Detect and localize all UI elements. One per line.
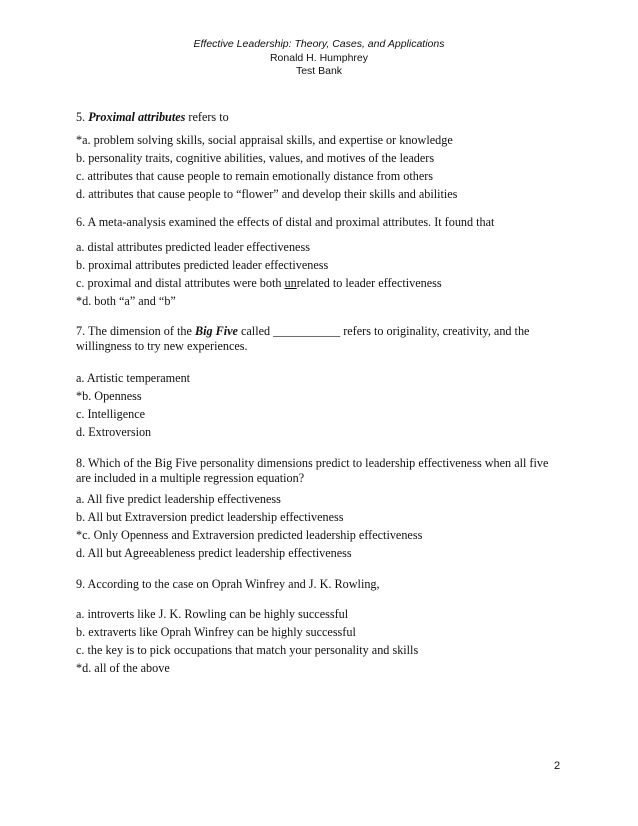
option-d: d. All but Agreeableness predict leadership effectiveness [76,546,352,560]
stem-text: refers to [185,110,229,124]
option-a: a. All five predict leadership effectiveness [76,492,281,506]
question-5 [76,110,576,203]
option-list [76,490,576,562]
book-title: Effective Leadership: Theory, Cases, and Applications [193,38,445,50]
question-number: 9. [76,577,86,591]
underlined-prefix: un [284,276,297,290]
question-9 [76,577,576,677]
question-7 [76,324,576,441]
option-list [76,605,576,677]
stem-text: A meta-analysis examined the effects of distal and proximal attributes. It found that [87,215,495,229]
option-text: c. proximal and distal attributes were both [76,276,285,290]
question-stem [76,456,576,486]
option-list [76,131,576,203]
document-subtitle: Test Bank [295,65,343,77]
question-stem [76,110,576,125]
option-b: b. All but Extraversion predict leadership effectiveness [76,510,344,524]
stem-text: are included in a multiple regression equation? [76,471,305,485]
question-stem [76,324,576,354]
option-c: c. Intelligence [76,407,146,421]
question-list [76,110,576,677]
question-number: 8. [76,456,86,470]
option-a: *a. problem solving skills, social appraisal skills, and expertise or knowledge [76,133,453,147]
option-a: a. distal attributes predicted leader effectiveness [76,240,310,254]
option-text: related to leader effectiveness [296,276,442,290]
stem-text: called ___________ refers to originality, creativity, and the [237,324,530,338]
option-list [76,238,576,310]
option-a: a. Artistic temperament [76,371,191,385]
option-c: c. the key is to pick occupations that match your personality and skills [76,643,419,657]
stem-text: The dimension of the [87,324,195,338]
stem-text: willingness to try new experiences. [76,339,248,353]
stem-emphasis: Big Five [194,324,238,338]
question-6 [76,215,576,310]
author-name: Ronald H. Humphrey [269,51,369,64]
option-c: *c. Only Openness and Extraversion predicted leadership effectiveness [76,528,423,542]
option-c [76,274,576,292]
option-c: c. attributes that cause people to remain emotionally distance from others [76,169,434,183]
option-b: b. personality traits, cognitive abilities, values, and motives of the leaders [76,151,435,165]
option-d: d. Extroversion [76,425,152,439]
question-number: 7. [76,324,86,338]
document-header [0,38,638,79]
question-number: 6. [76,215,86,229]
option-list [76,369,576,441]
stem-text: Which of the Big Five personality dimensions predict to leadership effectiveness when all five [87,456,549,470]
question-number: 5. [76,110,86,124]
page-number: 2 [554,760,561,772]
stem-text: According to the case on Oprah Winfrey and J. K. Rowling, [87,577,380,591]
option-b: *b. Openness [76,389,142,403]
option-d: *d. all of the above [76,661,170,675]
question-stem [76,577,576,592]
option-b: b. extraverts like Oprah Winfrey can be highly successful [76,625,356,639]
option-d: d. attributes that cause people to “flower” and develop their skills and abilities [76,187,458,201]
option-d: *d. both “a” and “b” [76,294,176,308]
question-stem [76,215,576,230]
question-8 [76,456,576,562]
option-a: a. introverts like J. K. Rowling can be highly successful [76,607,349,621]
option-b: b. proximal attributes predicted leader effectiveness [76,258,329,272]
stem-emphasis: Proximal attributes [88,110,186,124]
